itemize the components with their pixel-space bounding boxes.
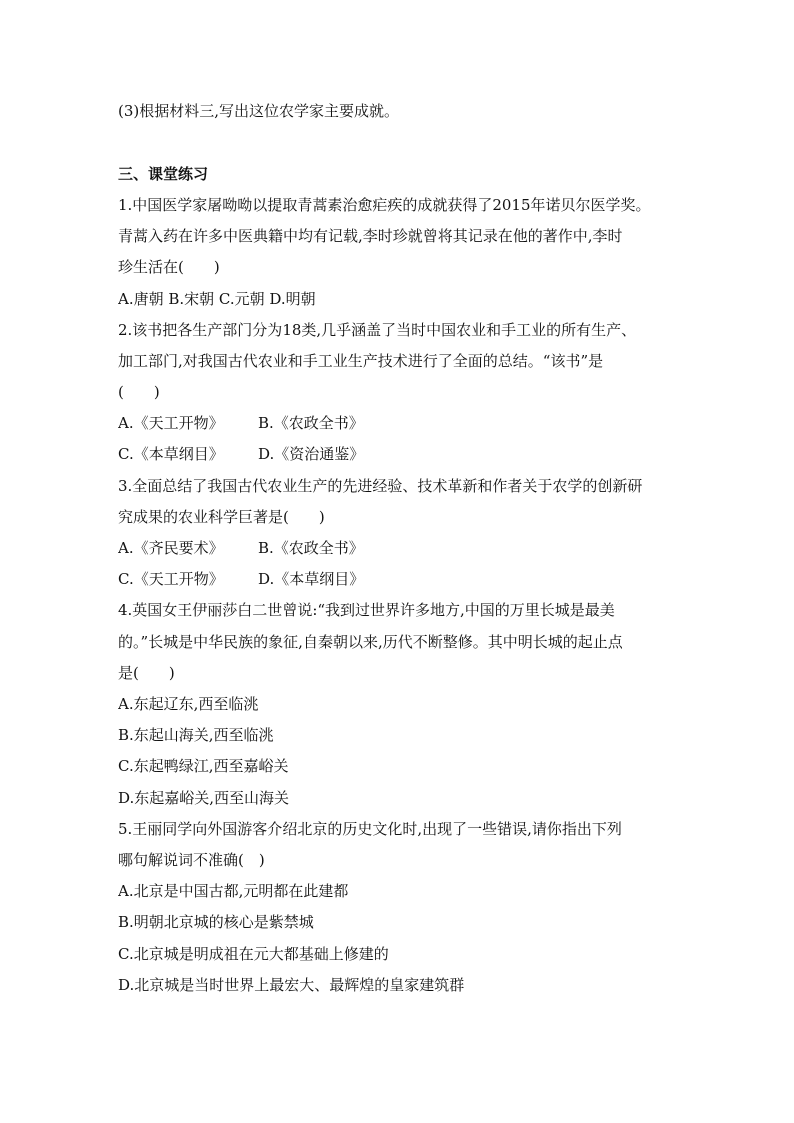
question-3-option-c: C.《天工开物》: [118, 570, 224, 588]
question-5-option-c: C.北京城是明成祖在元大都基础上修建的: [118, 945, 389, 963]
question-4-option-a: A.东起辽东,西至临洮: [118, 695, 259, 713]
question-2-options-row-1: [118, 413, 688, 433]
question-3-option-d: D.《本草纲目》: [258, 570, 365, 588]
question-3-options-row-1: [118, 538, 688, 558]
question-1-line-3: 珍生活在( ): [118, 258, 220, 276]
question-5-line-1: 5.王丽同学向外国游客介绍北京的历史文化时,出现了一些错误,请你指出下列: [118, 820, 622, 838]
question-4-line-2: 的。”长城是中华民族的象征,自秦朝以来,历代不断整修。其中明长城的起止点: [118, 633, 623, 651]
question-3-line-1: 3.全面总结了我国古代农业生产的先进经验、技术革新和作者关于农学的创新研: [118, 477, 643, 495]
question-2-option-d: D.《资治通鉴》: [258, 445, 365, 463]
question-2-line-2: 加工部门,对我国古代农业和手工业生产技术进行了全面的总结。“该书”是: [118, 352, 604, 370]
question-1-options: A.唐朝 B.宋朝 C.元朝 D.明朝: [118, 290, 316, 308]
question-4-line-3: 是( ): [118, 664, 175, 682]
question-2-option-a: A.《天工开物》: [118, 414, 224, 432]
question-3-options-row-2: [118, 569, 688, 589]
question-2-option-c: C.《本草纲目》: [118, 445, 224, 463]
question-3-line-2: 究成果的农业科学巨著是( ): [118, 508, 325, 526]
question-5-option-b: B.明朝北京城的核心是紫禁城: [118, 913, 314, 931]
question-5-option-a: A.北京是中国古都,元明都在此建都: [118, 882, 349, 900]
question-3-option-b: B.《农政全书》: [258, 539, 364, 557]
question-5-option-d: D.北京城是当时世界上最宏大、最辉煌的皇家建筑群: [118, 976, 465, 994]
question-2-options-row-2: [118, 444, 688, 464]
section-title: 三、课堂练习: [118, 165, 209, 183]
question-4-option-b: B.东起山海关,西至临洮: [118, 726, 274, 744]
question-4-line-1: 4.英国女王伊丽莎白二世曾说:“我到过世界许多地方,中国的万里长城是最美: [118, 601, 615, 619]
question-2-option-b: B.《农政全书》: [258, 414, 364, 432]
question-5-line-2: 哪句解说词不准确( ): [118, 851, 265, 869]
question-4-option-d: D.东起嘉峪关,西至山海关: [118, 789, 290, 807]
question-1-line-2: 青蒿入药在许多中医典籍中均有记载,李时珍就曾将其记录在他的著作中,李时: [118, 227, 623, 245]
material-question-3: (3)根据材料三,写出这位农学家主要成就。: [118, 102, 400, 120]
question-2-line-3: ( ): [118, 383, 160, 401]
question-3-option-a: A.《齐民要术》: [118, 539, 224, 557]
question-1-line-1: 1.中国医学家屠呦呦以提取青蒿素治愈疟疾的成就获得了2015年诺贝尔医学奖。: [118, 196, 651, 214]
question-2-line-1: 2.该书把各生产部门分为18类,几乎涵盖了当时中国农业和手工业的所有生产、: [118, 321, 637, 339]
question-4-option-c: C.东起鸭绿江,西至嘉峪关: [118, 757, 289, 775]
